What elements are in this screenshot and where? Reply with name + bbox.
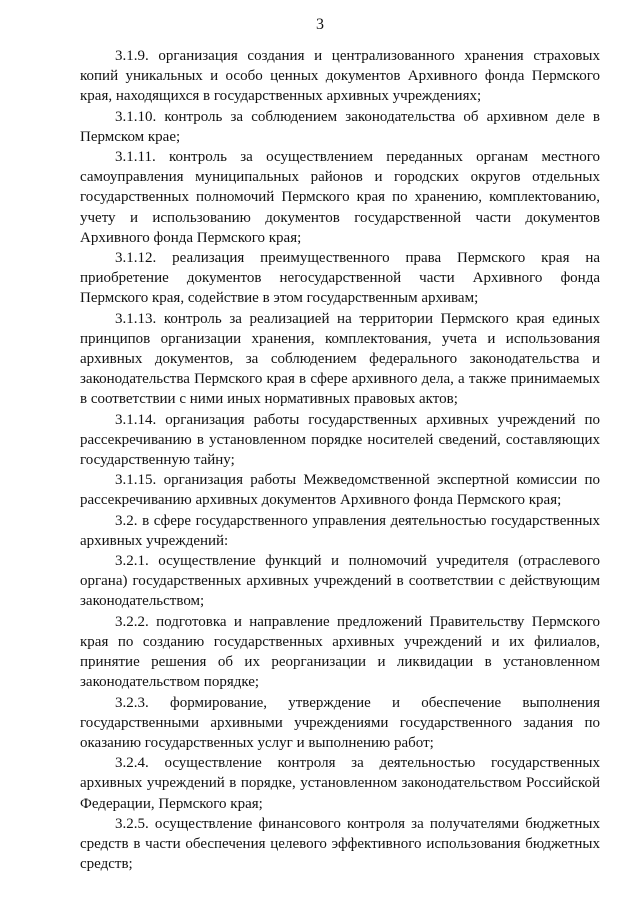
paragraph: 3.1.13. контроль за реализацией на территории Пермского края единых принципов организации хранения, комплектования, учета и использования архивных документов, за соблюдением федерального законодательства и законодательства Пермского края в сфере архивного дела, а также принимаемых в соответствии с ними иных нормативных правовых актов;	[80, 310, 600, 408]
paragraph: 3.2.3. формирование, утверждение и обеспечение выполнения государственными архивными учреждениями государственного задания по оказанию государственных услуг и выполнению работ;	[80, 694, 600, 751]
paragraph: 3.1.12. реализация преимущественного права Пермского края на приобретение документов негосударственной части Архивного фонда Пермского края, содействие в этом государственным архивам;	[80, 250, 600, 307]
paragraph: 3.2.5. осуществление финансового контроля за получателями бюджетных средств в части обеспечения целевого эффективного использования бюджетных средств;	[80, 815, 600, 873]
page-number: 3	[316, 16, 324, 33]
paragraph: 3.1.9. организация создания и централизованного хранения страховых копий уникальных и особо ценных документов Архивного фонда Пермского края, находящихся в государственных архивных учреждениях;	[80, 48, 600, 105]
paragraph: 3.2. в сфере государственного управления деятельностью государственных архивных учреждений:	[80, 512, 600, 549]
paragraph: 3.1.10. контроль за соблюдением законодательства об архивном деле в Пермском крае;	[80, 108, 600, 145]
paragraph: 3.1.11. контроль за осуществлением переданных органам местного самоуправления муниципальных районов и городских округов отдельных государственных полномочий Пермского края по хранению, комплектованию, учету и использованию документов государственной части документов Архивного фонда Пермского края;	[80, 149, 600, 246]
paragraph: 3.1.14. организация работы государственных архивных учреждений по рассекречиванию в установленном порядке носителей сведений, составляющих государственную тайну;	[80, 411, 600, 469]
paragraph: 3.2.1. осуществление функций и полномочий учредителя (отраслевого органа) государственных архивных учреждений в соответствии с действующим законодательством;	[80, 553, 600, 610]
paragraph: 3.2.2. подготовка и направление предложений Правительству Пермского края по созданию государственных архивных учреждений и их филиалов, принятие решения об их реорганизации и ликвидации в установленном законодательством порядке;	[80, 613, 600, 691]
paragraph: 3.1.15. организация работы Межведомственной экспертной комиссии по рассекречиванию архивных документов Архивного фонда Пермского края;	[80, 472, 600, 509]
document-body	[80, 46, 600, 874]
paragraph: 3.2.4. осуществление контроля за деятельностью государственных архивных учреждений в порядке, установленном законодательством Российской Федерации, Пермского края;	[80, 755, 600, 812]
